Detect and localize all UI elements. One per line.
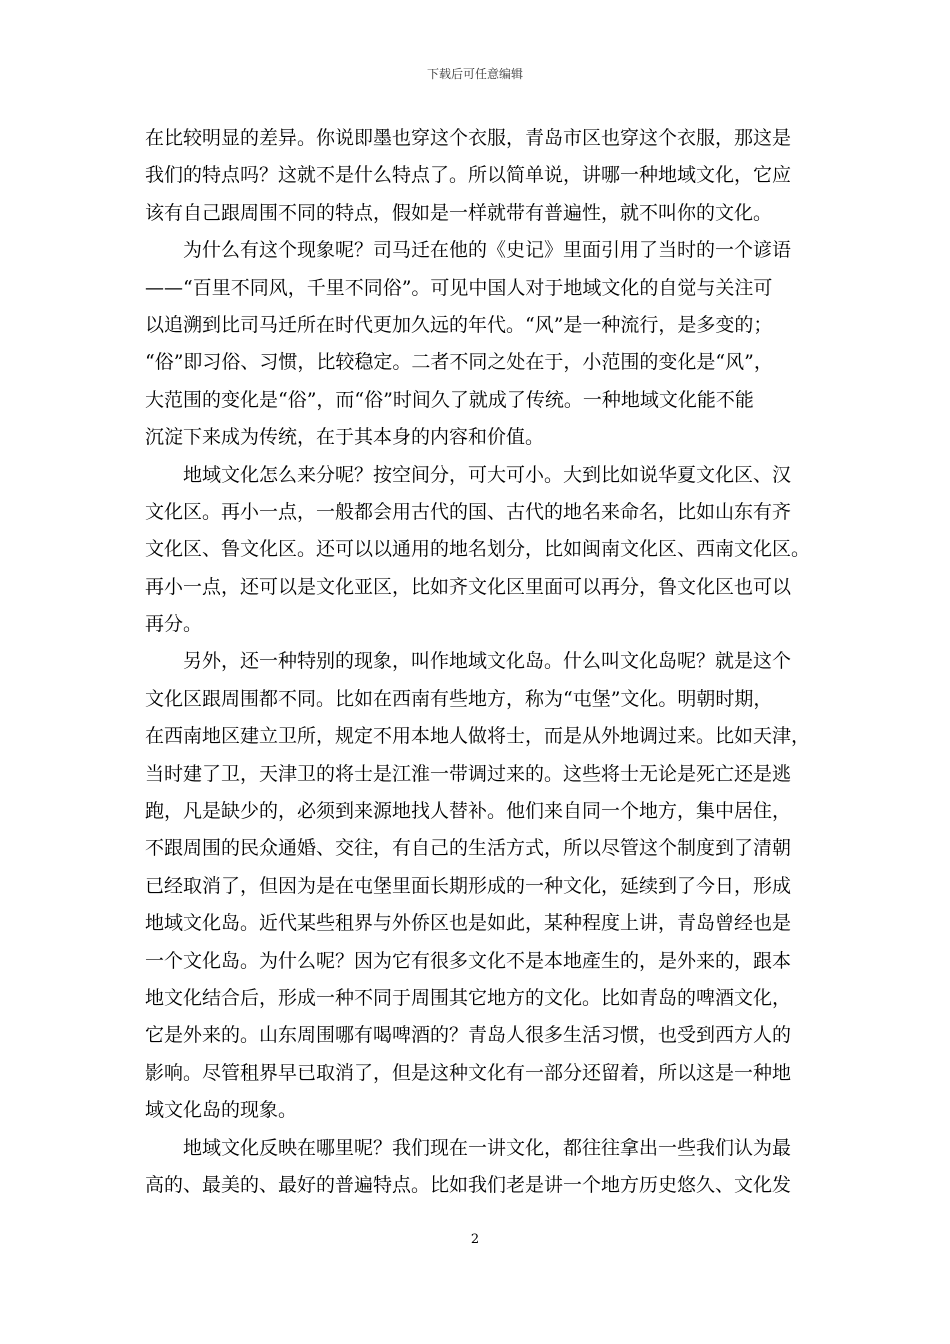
text-line: 为什么有这个现象呢？司马迁在他的《史记》里面引用了当时的一个谚语 (183, 239, 792, 262)
text-line: 一个文化岛。为什么呢？因为它有很多文化不是本地產生的，是外来的，跟本 (145, 949, 792, 972)
paragraph (145, 643, 811, 1129)
paragraph (145, 120, 805, 232)
text-line: 再小一点，还可以是文化亚区，比如齐文化区里面可以再分，鲁文化区也可以 (145, 575, 792, 598)
text-line: 它是外来的。山东周围哪有喝啤酒的？青岛人很多生活习惯，也受到西方人的 (145, 1024, 792, 1047)
paragraph (145, 232, 805, 456)
text-line: 再分。 (145, 613, 203, 636)
text-line: 另外，还一种特别的现象，叫作地域文化岛。什么叫文化岛呢？就是这个 (183, 650, 792, 673)
paragraph (145, 1130, 805, 1205)
text-line: 以追溯到比司马迁所在时代更加久远的年代。“风”是一种流行，是多变的； (145, 313, 773, 336)
text-line: 地域文化反映在哪里呢？我们现在一讲文化，都往往拿出一些我们认为最 (183, 1136, 792, 1159)
text-line: 已经取消了，但因为是在屯堡里面长期形成的一种文化，延续到了今日，形成 (145, 874, 792, 897)
text-line: 地域文化怎么来分呢？按空间分，可大可小。大到比如说华夏文化区、汉 (183, 463, 792, 486)
paragraph (145, 457, 811, 644)
text-line: 跑，凡是缺少的，必须到来源地找人替补。他们来自同一个地方，集中居住， (145, 800, 792, 823)
text-line: 不跟周围的民众通婚、交往，有自己的生活方式，所以尽管这个制度到了清朝 (145, 837, 792, 860)
text-line: 沉淀下来成为传统，在于其本身的内容和价值。 (145, 426, 545, 449)
text-line: 在西南地区建立卫所，规定不用本地人做将士，而是从外地调过来。比如天津， (145, 725, 811, 748)
text-line: 文化区跟周围都不同。比如在西南有些地方，称为“屯堡”文化。明朝时期， (145, 687, 773, 710)
document-body (145, 120, 811, 1204)
text-line: 影响。尽管租界早已取消了，但是这种文化有一部分还留着，所以这是一种地 (145, 1061, 792, 1084)
text-line: 地域文化岛。近代某些租界与外侨区也是如此，某种程度上讲，青岛曾经也是 (145, 912, 792, 935)
text-line: 我们的特点吗？这就不是什么特点了。所以简单说，讲哪一种地域文化，它应 (145, 164, 792, 187)
text-line: 该有自己跟周围不同的特点，假如是一样就带有普遍性，就不叫你的文化。 (145, 201, 773, 224)
text-line: 文化区。再小一点，一般都会用古代的国、古代的地名来命名，比如山东有齐 (145, 500, 792, 523)
text-line: 文化区、鲁文化区。还可以以通用的地名划分，比如闽南文化区、西南文化区。 (145, 538, 811, 561)
text-line: 在比较明显的差异。你说即墨也穿这个衣服，青岛市区也穿这个衣服，那这是 (145, 127, 792, 149)
page-header: 下载后可任意编辑 (426, 67, 523, 81)
text-line: 大范围的变化是“俗”，而“俗”时间久了就成了传统。一种地域文化能不能 (145, 388, 754, 411)
text-line: 当时建了卫，天津卫的将士是江淮一带调过来的。这些将士无论是死亡还是逃 (145, 762, 792, 785)
text-line: 高的、最美的、最好的普遍特点。比如我们老是讲一个地方历史悠久、文化发 (145, 1173, 792, 1196)
page-number: 2 (470, 1232, 480, 1247)
text-line: 域文化岛的现象。 (145, 1099, 298, 1122)
text-line: “俗”即习俗、习惯，比较稳定。二者不同之处在于，小范围的变化是“风”， (145, 351, 773, 374)
text-line: ——“百里不同风，千里不同俗”。可见中国人对于地域文化的自觉与关注可 (145, 276, 773, 299)
text-line: 地文化结合后，形成一种不同于周围其它地方的文化。比如青岛的啤酒文化， (145, 986, 792, 1009)
